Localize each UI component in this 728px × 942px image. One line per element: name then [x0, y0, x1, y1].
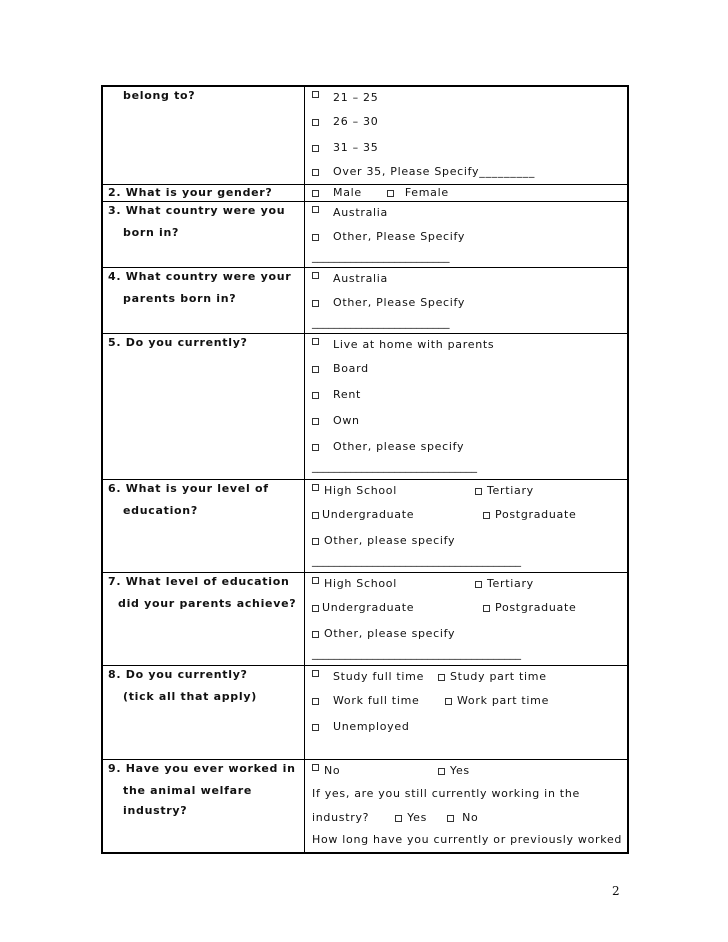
- row-parents-country: [103, 267, 627, 333]
- answer-cell: [305, 666, 627, 759]
- checkbox-icon[interactable]: [483, 605, 490, 612]
- checkbox-icon[interactable]: [312, 366, 319, 373]
- question-cell: [103, 480, 305, 572]
- checkbox-icon[interactable]: [312, 206, 319, 213]
- question-text: 9. Have you ever worked in: [108, 762, 296, 775]
- checkbox-icon[interactable]: [312, 300, 319, 307]
- answer-cell: [305, 87, 627, 184]
- option-postgraduate[interactable]: Postgraduate: [495, 508, 577, 521]
- option-postgraduate[interactable]: Postgraduate: [495, 601, 577, 614]
- question-cell: [103, 760, 305, 852]
- question-text-cont: education?: [123, 504, 198, 517]
- option-live-home[interactable]: Live at home with parents: [312, 335, 627, 356]
- question-text-cont: the animal welfare: [123, 784, 252, 797]
- row-education: [103, 479, 627, 572]
- row-parents-education: [103, 572, 627, 665]
- question-text-cont: (tick all that apply): [123, 690, 257, 703]
- question-cell: [103, 87, 305, 184]
- question-text: 3. What country were you: [108, 204, 286, 217]
- specify-line[interactable]: ______________________________________: [312, 647, 521, 660]
- question-text-cont: born in?: [123, 226, 180, 239]
- question-text-cont: parents born in?: [123, 292, 237, 305]
- checkbox-icon[interactable]: [312, 631, 319, 638]
- option-tertiary[interactable]: Tertiary: [487, 577, 534, 590]
- question-text: 8. Do you currently?: [108, 668, 248, 681]
- specify-line[interactable]: ______________________________________: [312, 554, 521, 567]
- option-undergraduate[interactable]: Undergraduate: [322, 601, 415, 614]
- answer-cell: [305, 202, 627, 267]
- option-australia[interactable]: Australia: [312, 203, 627, 224]
- option-own[interactable]: Own: [312, 408, 627, 434]
- option-other[interactable]: Other, Please Specify: [312, 224, 627, 250]
- checkbox-icon[interactable]: [395, 815, 402, 822]
- option-work-full-time[interactable]: Work full time: [333, 694, 420, 707]
- specify-line[interactable]: ______________________________: [312, 460, 477, 473]
- answer-cell: [305, 480, 627, 572]
- checkbox-icon[interactable]: [312, 512, 319, 519]
- option-high-school[interactable]: High School: [324, 484, 397, 497]
- option-male[interactable]: Male: [333, 186, 362, 199]
- answer-cell: [305, 268, 627, 333]
- survey-table: [101, 85, 629, 854]
- followup-option-no[interactable]: No: [462, 811, 479, 824]
- question-text: 2. What is your gender?: [108, 186, 273, 199]
- checkbox-icon[interactable]: [475, 581, 482, 588]
- option-no[interactable]: No: [324, 764, 341, 777]
- option-board[interactable]: Board: [312, 356, 627, 382]
- option-study-full-time[interactable]: Study full time: [333, 670, 425, 683]
- checkbox-icon[interactable]: [475, 488, 482, 495]
- checkbox-icon[interactable]: [312, 145, 319, 152]
- option-australia[interactable]: Australia: [312, 269, 627, 290]
- specify-line[interactable]: _________________________: [312, 250, 450, 263]
- option-other[interactable]: Other, please specify: [312, 621, 627, 647]
- checkbox-icon[interactable]: [312, 392, 319, 399]
- checkbox-icon[interactable]: [312, 764, 319, 771]
- followup-text: If yes, are you still currently working in the: [312, 787, 580, 800]
- row-animal-welfare: [103, 759, 627, 852]
- checkbox-icon[interactable]: [312, 272, 319, 279]
- question-text-cont: did your parents achieve?: [118, 597, 297, 610]
- page-number: 2: [612, 884, 620, 898]
- checkbox-icon[interactable]: [312, 670, 319, 677]
- checkbox-icon[interactable]: [312, 577, 319, 584]
- row-country-born: [103, 201, 627, 267]
- question-text: 7. What level of education: [108, 575, 290, 588]
- question-text: 5. Do you currently?: [108, 336, 248, 349]
- checkbox-icon[interactable]: [312, 418, 319, 425]
- checkbox-icon[interactable]: [312, 234, 319, 241]
- option-work-part-time[interactable]: Work part time: [457, 694, 550, 707]
- checkbox-icon[interactable]: [438, 674, 445, 681]
- option-yes[interactable]: Yes: [450, 764, 470, 777]
- question-text: 6. What is your level of: [108, 482, 269, 495]
- option-unemployed[interactable]: Unemployed: [312, 714, 627, 740]
- checkbox-icon[interactable]: [438, 768, 445, 775]
- checkbox-icon[interactable]: [483, 512, 490, 519]
- checkbox-icon[interactable]: [312, 538, 319, 545]
- option-over-35[interactable]: Over 35, Please Specify_________: [312, 161, 627, 183]
- row-age: [103, 87, 627, 184]
- option-tertiary[interactable]: Tertiary: [487, 484, 534, 497]
- checkbox-icon[interactable]: [447, 815, 454, 822]
- option-other[interactable]: Other, please specify: [312, 528, 627, 554]
- option-other[interactable]: Other, please specify: [312, 434, 627, 460]
- checkbox-icon[interactable]: [312, 484, 319, 491]
- question-text: 4. What country were your: [108, 270, 292, 283]
- checkbox-icon[interactable]: [312, 91, 319, 98]
- row-activity: [103, 665, 627, 759]
- checkbox-icon[interactable]: [312, 119, 319, 126]
- option-21-25[interactable]: 21 – 25: [312, 88, 627, 109]
- row-gender: [103, 184, 627, 201]
- question-cell: [103, 334, 305, 479]
- specify-line[interactable]: _________________________: [312, 316, 450, 329]
- question-cell: [103, 666, 305, 759]
- option-rent[interactable]: Rent: [312, 382, 627, 408]
- checkbox-icon[interactable]: [312, 605, 319, 612]
- checkbox-icon[interactable]: [312, 338, 319, 345]
- answer-cell: [305, 573, 627, 665]
- option-undergraduate[interactable]: Undergraduate: [322, 508, 415, 521]
- checkbox-icon[interactable]: [312, 444, 319, 451]
- option-high-school[interactable]: High School: [324, 577, 397, 590]
- checkbox-icon[interactable]: [312, 698, 319, 705]
- checkbox-icon[interactable]: [312, 724, 319, 731]
- option-31-35[interactable]: 31 – 35: [312, 135, 627, 161]
- answer-cell: [305, 760, 627, 852]
- checkbox-icon[interactable]: [312, 169, 319, 176]
- row-living: [103, 333, 627, 479]
- question-cell: [103, 185, 305, 201]
- option-female[interactable]: Female: [404, 186, 449, 199]
- checkbox-icon[interactable]: [387, 190, 394, 197]
- question-cell: [103, 202, 305, 267]
- question-text-cont2: industry?: [123, 804, 188, 817]
- checkbox-icon[interactable]: [312, 190, 319, 197]
- answer-cell: [305, 334, 627, 479]
- checkbox-icon[interactable]: [445, 698, 452, 705]
- question-cell: [103, 573, 305, 665]
- question-text: belong to?: [123, 89, 196, 102]
- option-study-part-time[interactable]: Study part time: [450, 670, 547, 683]
- followup-text-cont: industry?: [312, 811, 370, 824]
- question-cell: [103, 268, 305, 333]
- followup-option-yes[interactable]: Yes: [407, 811, 428, 824]
- option-26-30[interactable]: 26 – 30: [312, 109, 627, 135]
- answer-cell: [305, 185, 627, 201]
- followup-text-2: How long have you currently or previously worked: [312, 833, 623, 846]
- option-other[interactable]: Other, Please Specify: [312, 290, 627, 316]
